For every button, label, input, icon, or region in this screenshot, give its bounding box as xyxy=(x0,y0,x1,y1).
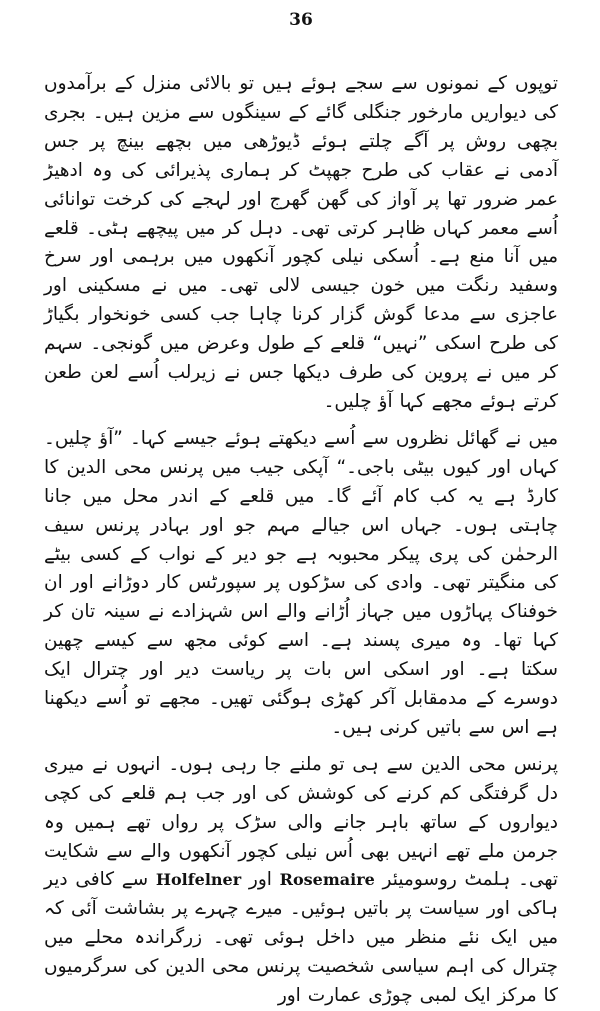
paragraph-2: میں نے گھائل نظروں سے اُسے دیکھتے ہوئے جیسے کہا۔ ”آؤ چلیں۔ کہاں اور کیوں بیٹی باجی۔“ آپکی جیب میں پرنس محی الدین کا کارڈ ہے یہ کب کام آئے گا۔ میں قلعے کے اندر محل میں جانا چاہتی ہوں۔ جہاں اس جیالے مہم جو اور بہادر پرنس سیف الرحمٰن کی پری پیکر محبوبہ ہے جو دیر کے نواب کے کسی بیٹے کی منگیتر تھی۔ وادی کی سڑکوں پر سپورٹس کار دوڑانے اور ان خوفناک پہاڑوں میں جہاز اُڑانے والے اس شہزادے نے سینہ تان کر کہا تھا۔ وہ میری پسند ہے۔ اسے کوئی مجھ سے کیسے چھین سکتا ہے۔ اور اسکی اس بات پر ریاست دیر اور چترال ایک دوسرے کے مدمقابل آکر کھڑی ہوگئی تھیں۔ مجھے تو اُسے دیکھنا ہے اس سے باتیں کرنی ہیں۔ xyxy=(44,427,558,738)
paragraph-3-conjunction: اور xyxy=(248,869,272,891)
page-body xyxy=(44,70,558,1011)
name-holfelner: Holfelner xyxy=(155,870,242,890)
name-rosemaire: Rosemaire xyxy=(279,870,375,890)
paragraph-3 xyxy=(44,751,558,1011)
paragraph-1: توپوں کے نمونوں سے سجے ہوئے ہیں تو بالائی منزل کے برآمدوں کی دیواریں مارخور جنگلی گائے کے سینگوں سے مزین ہیں۔ بجری بچھی روش پر آگے چلتے ہوئے ڈیوڑھی میں بچھے بینچ پر جس آدمی نے عقاب کی طرح جھپٹ کر ہماری پذیرائی کی وہ ادھیڑ عمر ضرور تھا پر آواز کی گھن گھرج اور لہجے کی کرخت توانائی اُسے معمر کہاں ظاہر کرتی تھی۔ دہل کر میں پیچھے ہٹی۔ قلعے میں آنا منع ہے۔ اُسکی نیلی کچور آنکھوں میں برہمی اور سرخ وسفید رنگت میں خون جیسی لالی تھی۔ میں نے مسکینی اور عاجزی سے مدعا گوش گزار کرنا چاہا جب کسی خونخوار بگیاڑ کی طرح اسکی ”نہیں“ قلعے کے طول وعرض میں گونجی۔ سہم کر میں نے پروین کی طرف دیکھا جس نے زیرلب اُسے لعن طعن کرتے ہوئے مجھے کہا آؤ چلیں۔ xyxy=(44,73,558,412)
page-number: 36 xyxy=(289,10,313,30)
paragraph-3-text-before: پرنس محی الدین سے ہی تو ملنے جا رہی ہوں۔ انہوں نے میری دل گرفتگی کم کرنے کی کوشش کی اور جب ہم قلعے کی کچی دیواروں کے ساتھ باہر جانے والی سڑک پر رواں تھے ہمیں وہ جرمن ملے تھے انہیں بھی اُس نیلی کچور آنکھوں والے سے شکایت تھی۔ ہلمٹ روسومیئر xyxy=(44,753,558,891)
paragraph-3-text-after: سے کافی دیر ہاکی اور سیاست پر باتیں ہوئیں۔ میرے چہرے پر بشاشت آئی کہ میں ایک نئے منظر میں داخل ہوئی تھی۔ زرگراندہ محلے میں چترال کی اہم سیاسی شخصیت پرنس محی الدین کی سرگرمیوں کا مرکز ایک لمبی چوڑی عمارت اور xyxy=(44,869,558,1007)
